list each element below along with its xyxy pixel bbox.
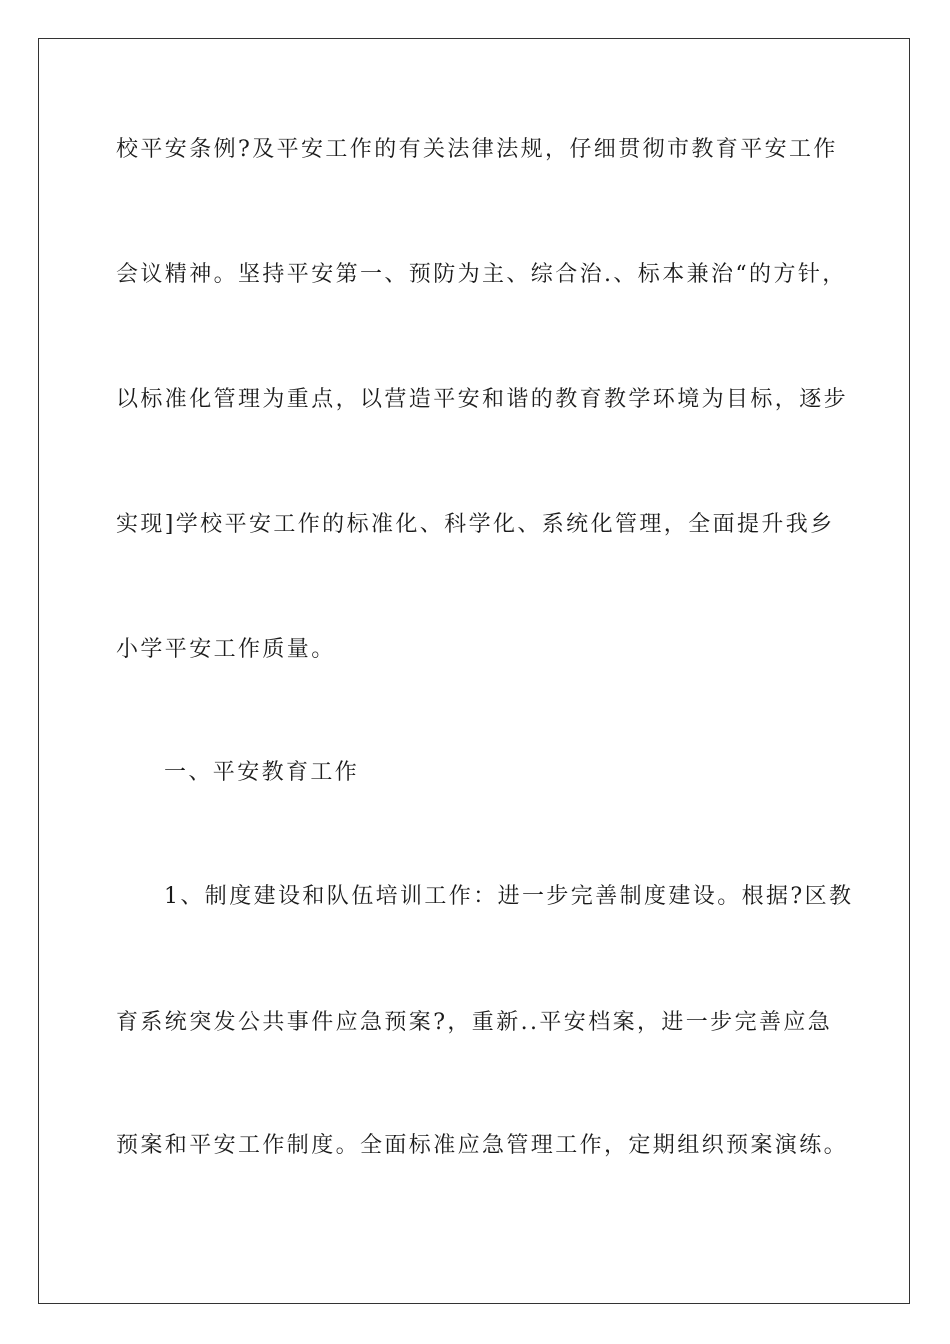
page-border [38, 38, 910, 1304]
text-line-7: 1、制度建设和队伍培训工作：进一步完善制度建设。根据?区教 [164, 884, 854, 909]
text-line-5: 小学平安工作质量。 [116, 637, 336, 662]
text-line-4: 实现]学校平安工作的标准化、科学化、系统化管理，全面提升我乡 [116, 512, 835, 537]
text-line-2: 会议精神。坚持平安第一、预防为主、综合治.、标本兼治“的方针， [116, 262, 847, 287]
text-line-8: 育系统突发公共事件应急预案?，重新..平安档案，进一步完善应急 [116, 1010, 833, 1035]
text-line-1: 校平安条例?及平安工作的有关法律法规，仔细贯彻市教育平安工作 [116, 137, 838, 162]
text-line-9: 预案和平安工作制度。全面标准应急管理工作，定期组织预案演练。 [116, 1133, 849, 1158]
section-heading: 一、平安教育工作 [164, 760, 360, 785]
text-line-3: 以标准化管理为重点，以营造平安和谐的教育教学环境为目标，逐步 [116, 387, 849, 412]
